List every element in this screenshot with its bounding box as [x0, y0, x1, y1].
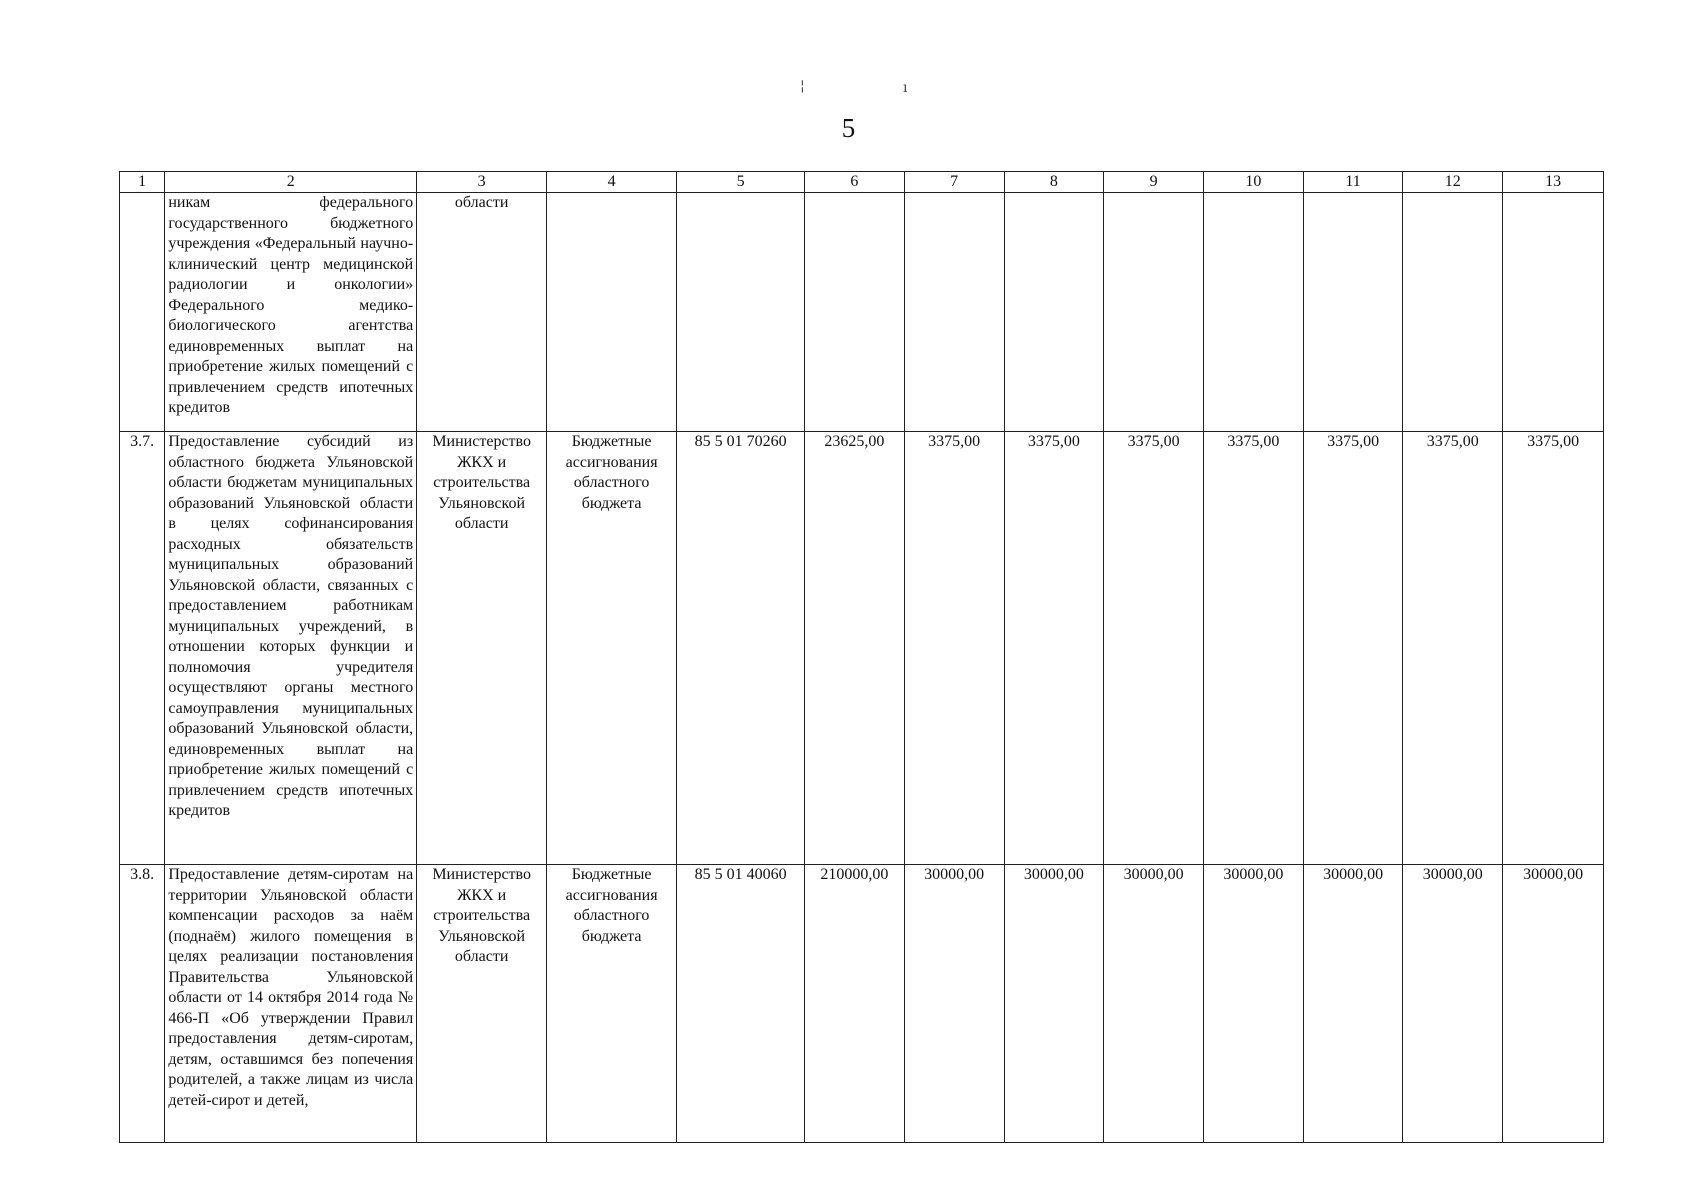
column-header: 1	[120, 172, 165, 193]
column-header: 5	[677, 172, 805, 193]
row-value: 210000,00	[805, 865, 905, 1143]
column-header: 8	[1004, 172, 1104, 193]
column-header: 10	[1203, 172, 1303, 193]
row-number	[120, 193, 165, 432]
scan-mark: ¦	[800, 78, 805, 94]
row-value: 3375,00	[1303, 432, 1403, 865]
row-description: Предоставление субсидий из областного бюджета Ульяновской области бюджетам муниципальных образований Ульяновской области в целях софинансирования расходных обязательств муниципальных образований Ульяновской области, связанных с предоставлением работникам муниципальных учреждений, в отношении которых функции и полномочия учредителя осуществляют органы местного самоуправления муниципальных образований Ульяновской области, единовременных выплат на приобретение жилых помещений с привлечением средств ипотечных кредитов	[165, 432, 417, 865]
row-value: 30000,00	[1104, 865, 1204, 1143]
row-value: 3375,00	[1403, 432, 1503, 865]
row-funding-source	[547, 193, 677, 432]
header-row	[120, 172, 1604, 193]
row-executor: области	[417, 193, 547, 432]
column-header: 13	[1503, 172, 1604, 193]
table-row	[120, 865, 1604, 1143]
row-description: никам федерального государственного бюджетного учреждения «Федеральный научно-клинический центр медицинской радиологии и онкологии» Федерального медико-биологического агентства единовременных выплат на приобретение жилых помещений с привлечением средств ипотечных кредитов	[165, 193, 417, 432]
row-value	[805, 193, 905, 432]
row-value	[1203, 193, 1303, 432]
row-budget-code	[677, 193, 805, 432]
row-funding-source: Бюджетные ассигнования областного бюджета	[547, 865, 677, 1143]
row-value: 30000,00	[1403, 865, 1503, 1143]
row-value: 23625,00	[805, 432, 905, 865]
row-value: 30000,00	[1303, 865, 1403, 1143]
scan-mark: ı	[903, 80, 908, 96]
column-header: 2	[165, 172, 417, 193]
column-header: 4	[547, 172, 677, 193]
row-value: 3375,00	[1104, 432, 1204, 865]
row-value: 30000,00	[904, 865, 1004, 1143]
row-value	[1403, 193, 1503, 432]
row-value: 3375,00	[1004, 432, 1104, 865]
table-row	[120, 193, 1604, 432]
row-value: 30000,00	[1503, 865, 1604, 1143]
column-header: 9	[1104, 172, 1204, 193]
row-executor: Министерство ЖКХ и строительства Ульяновской области	[417, 432, 547, 865]
row-value	[1004, 193, 1104, 432]
row-value	[1303, 193, 1403, 432]
budget-table	[119, 171, 1604, 1143]
column-header: 7	[904, 172, 1004, 193]
row-number: 3.8.	[120, 865, 165, 1143]
row-value	[1503, 193, 1604, 432]
column-header: 12	[1403, 172, 1503, 193]
row-number: 3.7.	[120, 432, 165, 865]
page-number: 5	[841, 113, 857, 143]
row-budget-code: 85 5 01 70260	[677, 432, 805, 865]
row-value: 3375,00	[904, 432, 1004, 865]
row-value: 30000,00	[1203, 865, 1303, 1143]
table-row	[120, 432, 1604, 865]
column-header: 3	[417, 172, 547, 193]
row-value	[904, 193, 1004, 432]
row-value: 3375,00	[1203, 432, 1303, 865]
row-funding-source: Бюджетные ассигнования областного бюджета	[547, 432, 677, 865]
row-value: 3375,00	[1503, 432, 1604, 865]
row-budget-code: 85 5 01 40060	[677, 865, 805, 1143]
row-value: 30000,00	[1004, 865, 1104, 1143]
row-description: Предоставление детям-сиротам на территории Ульяновской области компенсации расходов за наём (поднаём) жилого помещения в целях реализации постановления Правительства Ульяновской области от 14 октября 2014 года № 466-П «Об утверждении Правил предоставления детям-сиротам, детям, оставшимся без попечения родителей, а также лицам из числа детей-сирот и детей,	[165, 865, 417, 1143]
row-value	[1104, 193, 1204, 432]
row-executor: Министерство ЖКХ и строительства Ульяновской области	[417, 865, 547, 1143]
column-header: 6	[805, 172, 905, 193]
column-header: 11	[1303, 172, 1403, 193]
